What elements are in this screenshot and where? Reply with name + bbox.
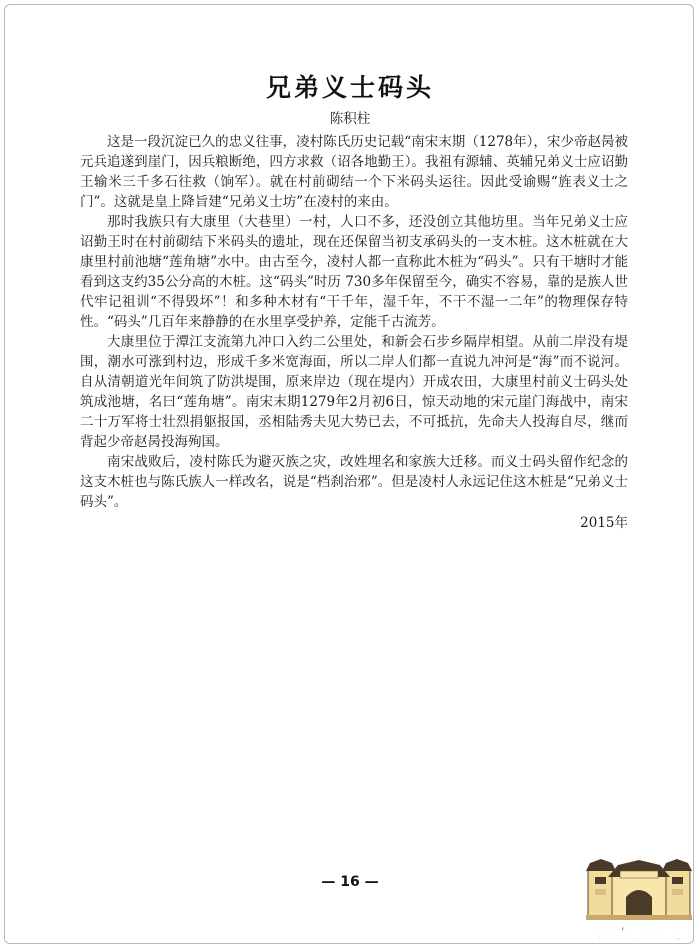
paragraph: 大康里位于潭江支流第九冲口入约二公里处，和新会石步乡隔岸相望。从前二岸没有堤围，潮水可涨到村边，形成千多米宽海面，所以二岸人们都一直说九冲河是“海”而不说河。自从清朝道光年间筑了防洪堤围，原来岸边（现在堤内）开成农田，大康里村前义士码头处筑成池塘，名曰“莲角塘”。南宋末期1279年2月初6日，惊天动地的宋元崖门海战中，南宋二十万军将士壮烈捐躯报国，丞相陆秀夫见大势已去，不可抵抗，先命夫人投海自尽，继而背起少帝赵昺投海殉国。 [80, 334, 628, 450]
article-title: 兄弟义士码头 [265, 73, 434, 102]
svg-text:凌村陈氏: 凌村陈氏 [597, 919, 681, 943]
village-logo [586, 855, 692, 943]
paragraph: 那时我族只有大康里（大巷里）一村，人口不多，还没创立其他坊里。当年兄弟义士应诏勤王时在村前砌结下米码头的遗址，现在还保留当初支承码头的一支木桩。这木桩就在大康里村前池塘“莲角塘”水中。由古至今，凌村人都一直称此木桩为“码头”。只有干塘时才能看到这支约35公分高的木桩。这“码头”时历 730多年保留至今，确实不容易，靠的是族人世代牢记祖训“不得毁坏”！和多种木材有“干千年，湿千年，不干不湿一二年”的物理保存特性。“码头”几百年来静静的在水里享受护养，定能千古流芳。 [80, 214, 628, 330]
village-gate-icon [586, 855, 692, 943]
page-number: — 16 — [321, 874, 379, 890]
article-date: 2015年 [580, 515, 628, 531]
paragraph: 南宋战败后，凌村陈氏为避灭族之灾，改姓埋名和家族大迁移。而义士码头留作纪念的这支木桩也与陈氏族人一样改名，说是“档刹治邪”。但是凌村人永远记住这木桩是“兄弟义士码头”。 [80, 454, 628, 510]
article-author: 陈积柱 [329, 111, 371, 127]
paragraph: 这是一段沉淀已久的忠义往事，凌村陈氏历史记载“南宋末期（1278年），宋少帝赵昺被元兵追遂到崖门，因兵粮断绝，四方求救（诏各地勤王）。我祖有源辅、英辅兄弟义士应诏勤王输米三千多石往救（饷军）。就在村前砌结一个下米码头运往。因此受谕赐“旌表义士之门”。这就是皇上降旨建“兄弟义士坊”在凌村的来由。 [80, 134, 628, 210]
article-body [80, 132, 628, 533]
